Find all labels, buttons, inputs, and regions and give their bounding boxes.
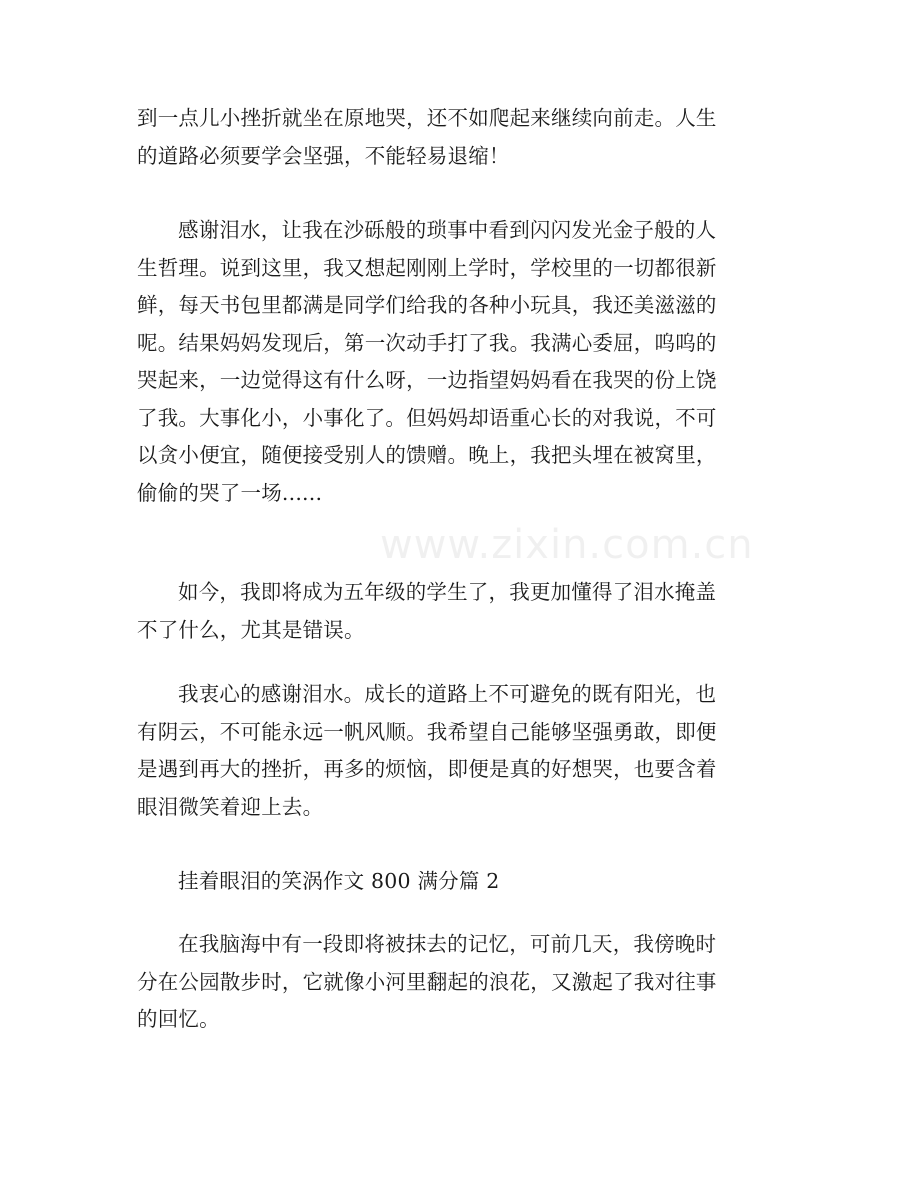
paragraph-5-line-1: 在我脑海中有一段即将被抹去的记忆，可前几天，我傍晚时 bbox=[178, 932, 717, 956]
paragraph-2-line-2: 生哲理。说到这里，我又想起刚刚上学时，学校里的一切都很新 bbox=[137, 255, 717, 280]
paragraph-5-line-2: 分在公园散步时，它就像小河里翻起的浪花，又激起了我对往事 bbox=[137, 969, 717, 994]
paragraph-3 bbox=[137, 574, 787, 649]
paragraph-3-line-2: 不了什么，尤其是错误。 bbox=[137, 617, 365, 642]
section-heading-block bbox=[137, 863, 787, 901]
section-heading: 挂着眼泪的笑涡作文 800 满分篇 2 bbox=[178, 869, 500, 893]
paragraph-2-line-5: 哭起来，一边觉得这有什么呀，一边指望妈妈看在我哭的份上饶 bbox=[137, 368, 717, 392]
paragraph-4-line-3: 是遇到再大的挫折，再多的烦恼，即便是真的好想哭，也要含着 bbox=[137, 757, 717, 781]
paragraph-4 bbox=[137, 676, 787, 826]
paragraph-2-line-7: 以贪小便宜，随便接受别人的馈赠。晚上，我把头埋在被窝里， bbox=[137, 443, 717, 467]
paragraph-3-line-1: 如今，我即将成为五年级的学生了，我更加懂得了泪水掩盖 bbox=[178, 580, 717, 604]
paragraph-1 bbox=[137, 100, 787, 175]
paragraph-4-line-1: 我衷心的感谢泪水。成长的道路上不可避免的既有阳光，也 bbox=[178, 682, 717, 706]
paragraph-5-line-3: 的回忆。 bbox=[137, 1007, 220, 1031]
paragraph-2-line-4: 呢。结果妈妈发现后，第一次动手打了我。我满心委屈，呜呜的 bbox=[137, 330, 717, 355]
paragraph-4-line-4: 眼泪微笑着迎上去。 bbox=[137, 794, 324, 819]
paragraph-1-line-1: 到一点儿小挫折就坐在原地哭，还不如爬起来继续向前走。人生 bbox=[137, 106, 717, 130]
paragraph-1-line-2: 的道路必须要学会坚强，不能轻易退缩！ bbox=[137, 143, 510, 168]
paragraph-2-line-8: 偷偷的哭了一场...... bbox=[137, 480, 323, 505]
paragraph-5 bbox=[137, 926, 787, 1039]
paragraph-2-line-6: 了我。大事化小，小事化了。但妈妈却语重心长的对我说，不可 bbox=[137, 405, 717, 430]
paragraph-2 bbox=[137, 212, 787, 512]
paragraph-2-line-1: 感谢泪水，让我在沙砾般的琐事中看到闪闪发光金子般的人 bbox=[178, 218, 717, 242]
paragraph-2-line-3: 鲜，每天书包里都满是同学们给我的各种小玩具，我还美滋滋的 bbox=[137, 293, 717, 317]
paragraph-4-line-2: 有阴云，不可能永远一帆风顺。我希望自己能够坚强勇敢，即便 bbox=[137, 719, 717, 744]
watermark: www.zixin.com.cn bbox=[380, 522, 754, 568]
